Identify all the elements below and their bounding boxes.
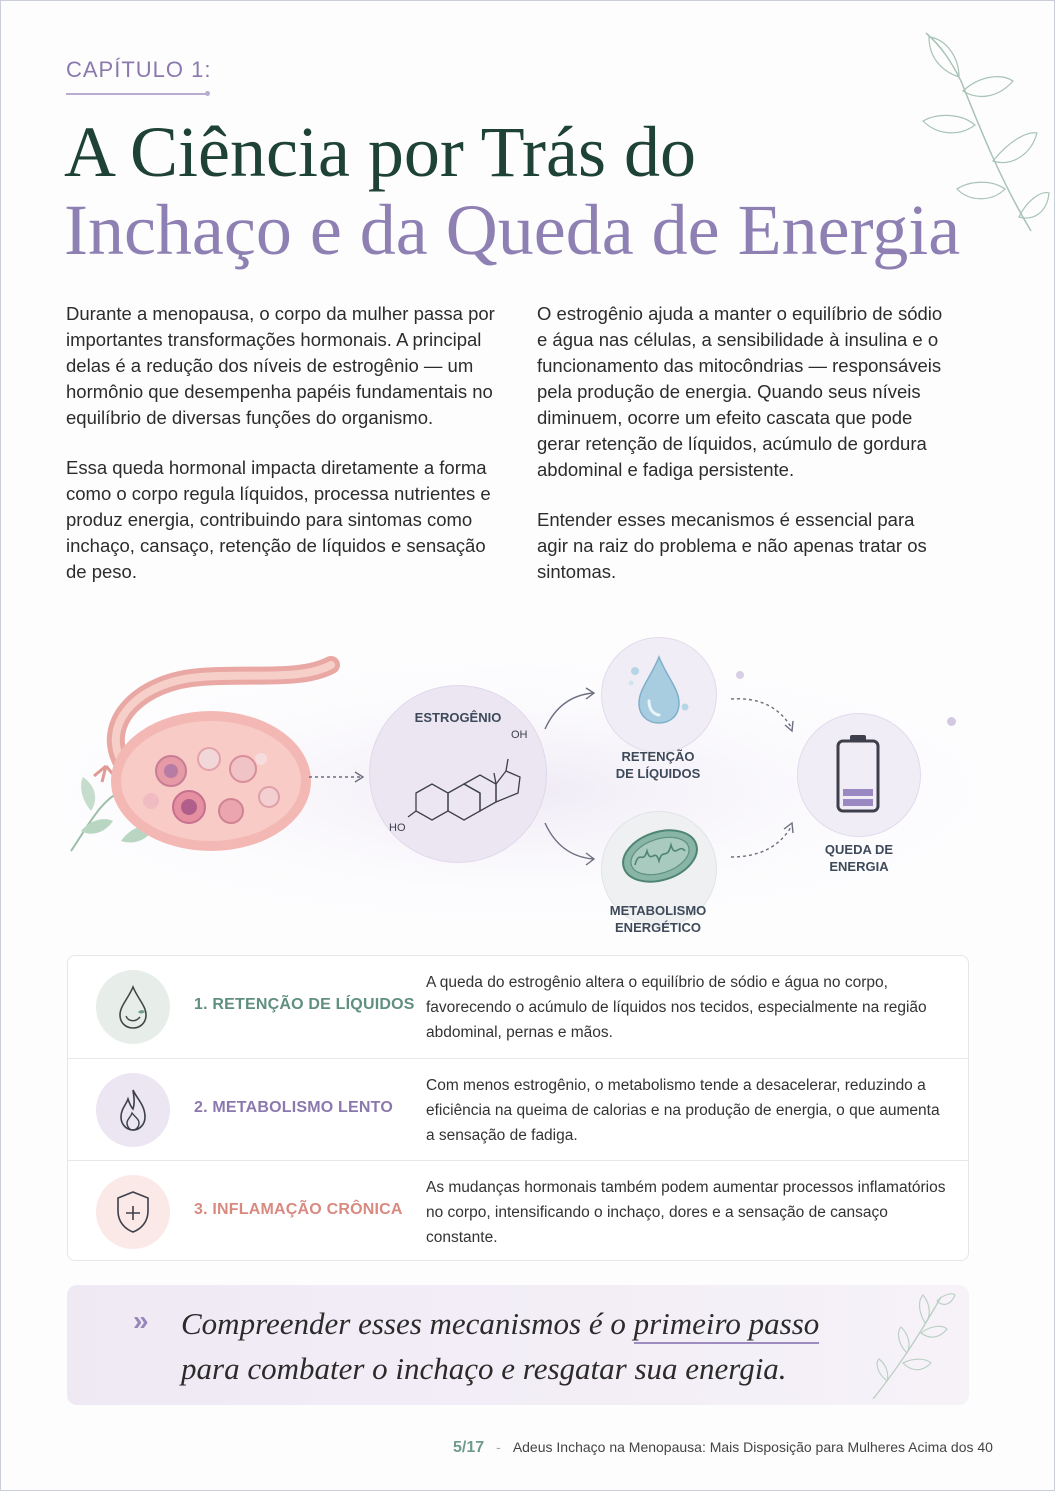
water-drop-icon	[113, 984, 153, 1030]
row-title: 1. RETENÇÃO DE LÍQUIDOS	[194, 996, 415, 1013]
metabolism-label-2: ENERGÉTICO	[615, 920, 701, 935]
water-drop-icon	[623, 651, 693, 731]
row-icon-circle	[96, 970, 170, 1044]
decorative-dot	[736, 671, 744, 679]
row-icon-circle	[96, 1175, 170, 1249]
closing-quote	[181, 1301, 819, 1391]
energy-label-2: ENERGIA	[829, 859, 889, 874]
quote-text-start: Compreender esses mecanismos é o	[181, 1306, 634, 1341]
quote-text-line2: para combater o inchaço e resgatar sua energia.	[181, 1351, 787, 1386]
ovary-illustration	[61, 651, 351, 881]
ovary-to-hormone-arrow	[309, 769, 369, 785]
chevron-right-icon: »	[133, 1305, 143, 1336]
closing-quote-box	[67, 1285, 969, 1405]
right-column	[537, 301, 947, 609]
quote-emphasis: primeiro passo	[634, 1306, 820, 1344]
row-description: Com menos estrogênio, o metabolismo tende a desacelerar, reduzindo a eficiência na queima de calorias e na produção de energia, o que aumenta a sensação de fadiga.	[426, 1077, 940, 1144]
mechanisms-table	[67, 955, 969, 1261]
table-row	[68, 1160, 968, 1262]
leaf-sprig-decoration	[867, 1289, 957, 1403]
page-title-line2: Inchaço e da Queda de Energia	[64, 190, 961, 270]
row-title: 3. INFLAMAÇÃO CRÔNICA	[194, 1201, 403, 1218]
table-row	[68, 1058, 968, 1160]
document-title: Adeus Inchaço na Menopausa: Mais Disposição para Mulheres Acima dos 40	[512, 1439, 993, 1455]
arrow-to-metabolism	[541, 817, 601, 867]
arrow-retention-to-energy	[729, 687, 799, 737]
arrow-to-retention	[541, 685, 601, 735]
row-title: 2. METABOLISMO LENTO	[194, 1099, 393, 1116]
row-icon-circle	[96, 1073, 170, 1147]
decorative-dot	[947, 717, 956, 726]
right-paragraph-2: Entender esses mecanismos é essencial para agir na raiz do problema e não apenas tratar os sintomas.	[537, 509, 927, 582]
table-row	[68, 956, 968, 1057]
chapter-label: CAPÍTULO 1:	[66, 57, 212, 82]
page-footer	[453, 1439, 993, 1457]
footer-separator: -	[496, 1439, 501, 1455]
page-title-line1: A Ciência por Trás do	[64, 112, 697, 192]
right-paragraph-1: O estrogênio ajuda a manter o equilíbrio de sódio e água nas células, a sensibilidade à insulina e o funcionamento das mitocôndrias — responsáveis pela produção de energia. Quando seus níveis diminuem, ocorre um efeito cascata que pode gerar retenção de líquidos, acúmulo de gordura abdominal e fadiga persistente.	[537, 303, 943, 480]
left-paragraph-2: Essa queda hormonal impacta diretamente a forma como o corpo regula líquidos, processa nutrientes e produz energia, contribuindo para sintomas como inchaço, cansaço, retenção de líquidos e sensação de peso.	[66, 457, 491, 582]
low-battery-icon	[833, 733, 883, 815]
flame-icon	[113, 1087, 153, 1133]
ho-label: HO	[389, 822, 406, 834]
row-description: A queda do estrogênio altera o equilíbrio de sódio e água no corpo, favorecendo o acúmulo de líquidos nos tecidos, especialmente na região abdominal, pernas e mãos.	[426, 974, 927, 1041]
left-column	[66, 301, 496, 609]
shield-plus-icon	[113, 1189, 153, 1235]
oh-label: OH	[511, 729, 528, 741]
metabolism-label-1: METABOLISMO	[609, 903, 707, 918]
mitochondria-icon	[615, 821, 705, 891]
page-number: 5/17	[453, 1439, 485, 1456]
estrogen-label: ESTROGÊNIO	[414, 710, 502, 725]
chapter-underline	[66, 93, 206, 95]
estrogen-molecule-icon	[386, 731, 536, 841]
retention-label-1: RETENÇÃO	[621, 749, 695, 764]
row-description: As mudanças hormonais também podem aumentar processos inflamatórios no corpo, intensificando o inchaço, dores e a sensação de cansaço constante.	[426, 1179, 946, 1246]
energy-label-1: QUEDA DE	[824, 842, 894, 857]
retention-label-2: DE LÍQUIDOS	[615, 766, 701, 781]
hormone-diagram	[41, 641, 1001, 941]
left-paragraph-1: Durante a menopausa, o corpo da mulher passa por importantes transformações hormonais. A principal delas é a redução dos níveis de estrogênio — um hormônio que desempenha papéis fundamentais no equilíbrio de diversas funções do organismo.	[66, 303, 495, 428]
